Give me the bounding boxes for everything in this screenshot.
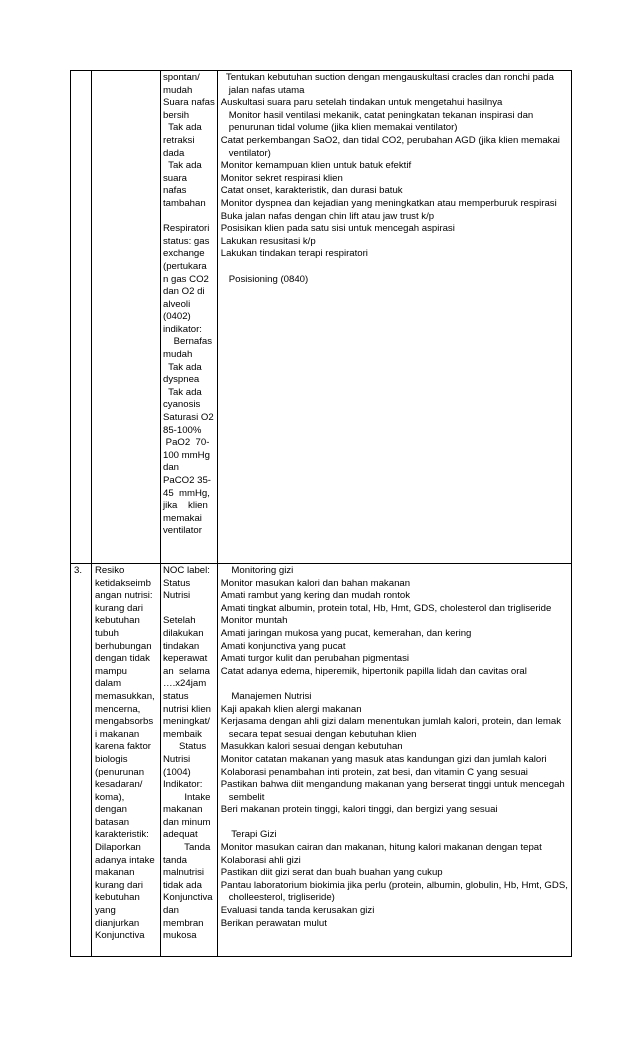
text-line: ketidakseimb (95, 577, 151, 589)
text-line: adanya intake (95, 854, 155, 866)
text-line: karakteristik: (95, 829, 149, 841)
text-line: cholleesterol, trigliseride) (220, 892, 335, 904)
text-line: dan minum (163, 816, 211, 828)
text-line: status: gas (163, 235, 210, 247)
text-line: Resiko (95, 565, 125, 576)
text-line: mukosa (163, 930, 197, 942)
text-line: karena faktor (95, 741, 151, 753)
text-line: Nutrisi (163, 753, 191, 765)
text-line: bersih (163, 109, 190, 121)
text-line: dan (163, 905, 180, 917)
text-line: PaO2 70- (163, 437, 210, 449)
table-row (71, 564, 572, 957)
text-line: tindakan (163, 640, 200, 652)
text-line: tubuh (95, 627, 120, 639)
text-line: Amati turgor kulit dan perubahan pigmentasi (220, 653, 410, 665)
text-line: Catat perkembangan SaO2, dan tidal CO2, perubahan AGD (jika klien memakai (220, 134, 560, 146)
text-line: penurunan tidal volume (jika klien memakai ventilator) (220, 122, 458, 134)
text-line: exchange (163, 248, 205, 260)
text-line: Saturasi O2 (163, 412, 214, 424)
text-line: dengan tidak (95, 653, 150, 665)
text-line: mampu (95, 665, 127, 677)
text-line: Auskultasi suara paru setelah tindakan untuk mengetahui hasilnya (220, 97, 503, 109)
text-line: mudah (163, 349, 193, 361)
text-line: Tanda (163, 842, 211, 854)
text-line: memasukkan, (95, 690, 155, 702)
text-line: Catat onset, karakteristik, dan durasi batuk (220, 185, 403, 197)
text-line: memakai (163, 512, 202, 524)
text-line: NOC label: (163, 565, 210, 576)
text-line: biologis (95, 753, 128, 765)
text-line: Beri makanan protein tinggi, kalori tinggi, dan bergizi yang sesuai (220, 804, 498, 816)
text-line: Pantau laboratorium biokimia jika perlu (protein, albumin, globulin, Hb, Hmt, GDS, (220, 879, 568, 891)
text-line: membran (163, 917, 204, 929)
text-line: Kolaborasi penambahan inti protein, zat besi, dan vitamin C yang sesuai (220, 766, 528, 778)
row-number-cell (71, 71, 92, 564)
text-line: Suara nafas (163, 97, 215, 109)
text-line: malnutrisi (163, 867, 205, 879)
text-line: dianjurkan (95, 917, 140, 929)
text-line: i makanan (95, 728, 140, 740)
text-line: indikator: (163, 323, 202, 335)
text-line: (1004) (163, 766, 191, 778)
text-line: jika klien (163, 500, 208, 512)
text-line: an selama (163, 665, 210, 677)
text-line: Tak ada (163, 386, 202, 398)
text-line: sembelit (220, 791, 265, 803)
text-line: Tak ada (163, 160, 202, 172)
text-line: Intake (163, 791, 211, 803)
text-line: Kerjasama dengan ahli gizi dalam menentukan jumlah kalori, protein, dan lemak (220, 716, 561, 728)
text-line: Konjunctiva (163, 892, 213, 904)
text-line: Monitor muntah (220, 615, 288, 627)
text-line: Bernafas (163, 336, 213, 348)
nic-cell (217, 564, 571, 957)
text-line: Posisioning (0840) (220, 273, 309, 285)
text-line: tidak ada (163, 879, 202, 891)
text-line: Pastikan diit gizi serat dan buah buahan yang cukup (220, 867, 443, 879)
text-line: Pastikan bahwa diit mengandung makanan yang berserat tinggi untuk mencegah (220, 779, 565, 791)
text-line: makanan (95, 867, 135, 879)
text-line (163, 211, 215, 224)
text-line: suara (163, 172, 187, 184)
text-line: (0402) (163, 311, 191, 323)
text-line: spontan/ (163, 72, 200, 83)
text-line: Amati konjunctiva yang pucat (220, 640, 346, 652)
table-row (71, 71, 572, 564)
row-number-cell (71, 564, 92, 957)
text-line: n gas CO2 (163, 273, 209, 285)
text-line: Respiratori (163, 223, 210, 235)
text-line: dan (163, 462, 180, 474)
text-line: Status (163, 741, 207, 753)
text-line: (pertukara (163, 260, 207, 272)
text-line: meningkat/ (163, 716, 210, 728)
text-line: status (163, 690, 189, 702)
text-line: batasan (95, 816, 130, 828)
text-line: mudah (163, 84, 193, 96)
row-number: 3. (74, 565, 83, 576)
text-line: Konjunctiva (95, 930, 145, 942)
text-line: yang (95, 905, 116, 917)
text-line: kurang dari (95, 602, 143, 614)
text-line: Tak ada (163, 361, 202, 373)
text-line: Monitor sekret respirasi klien (220, 172, 343, 184)
text-line: 100 mmHg (163, 449, 210, 461)
diagnosis-cell (92, 564, 161, 957)
text-line: Evaluasi tanda tanda kerusakan gizi (220, 905, 375, 917)
text-line: Amati rambut yang kering dan mudah rontok (220, 590, 411, 602)
text-line: nutrisi klien (163, 703, 211, 715)
text-line: kebutuhan (95, 892, 140, 904)
text-line: Status (163, 577, 191, 589)
text-line: kurang dari (95, 879, 143, 891)
nursing-care-table (70, 70, 572, 957)
text-line: Masukkan kalori sesuai dengan kebutuhan (220, 741, 403, 753)
text-line: keperawat (163, 653, 208, 665)
text-line: ….x24jam (163, 678, 207, 690)
text-line: Monitoring gizi (220, 565, 294, 576)
text-line: secara tepat sesuai dengan kebutuhan klien (220, 728, 417, 740)
text-line (221, 817, 568, 830)
text-line: Amati tingkat albumin, protein total, Hb, Hmt, GDS, cholesterol dan trigliseride (220, 602, 552, 614)
text-line: Monitor hasil ventilasi mekanik, catat peningkatan tekanan inspirasi dan (220, 109, 534, 121)
text-line (221, 678, 568, 691)
text-line: Monitor kemampuan klien untuk batuk efektif (220, 160, 412, 172)
noc-cell (161, 71, 218, 564)
text-line: Monitor catatan makanan yang masuk atas kandungan gizi dan jumlah kalori (220, 753, 547, 765)
noc-cell (161, 564, 218, 957)
text-line (221, 261, 568, 274)
text-line (163, 603, 215, 616)
text-line: makanan (163, 804, 203, 816)
text-line: Terapi Gizi (220, 829, 277, 841)
text-line: dan O2 di (163, 286, 205, 298)
text-line: Tentukan kebutuhan suction dengan mengauskultasi cracles dan ronchi pada (220, 72, 554, 83)
text-line: koma), (95, 791, 125, 803)
text-line: kesadaran/ (95, 779, 143, 791)
text-line: Monitor dyspnea dan kejadian yang meningkatkan atau memperburuk respirasi (220, 197, 557, 209)
text-line: cyanosis (163, 399, 201, 411)
text-line: angan nutrisi: (95, 590, 153, 602)
text-line: ventilator (163, 525, 202, 537)
text-line: berhubungan (95, 640, 152, 652)
nic-cell (217, 71, 571, 564)
text-line: Buka jalan nafas dengan chin lift atau jaw trust k/p (220, 210, 435, 222)
text-line: dalam (95, 678, 122, 690)
text-line: alveoli (163, 298, 191, 310)
text-line: Lakukan tindakan terapi respiratori (220, 248, 368, 260)
text-line: adequat (163, 829, 198, 841)
text-line: Indikator: (163, 779, 203, 791)
text-line: tambahan (163, 197, 206, 209)
text-line: dada (163, 147, 185, 159)
text-line: Berikan perawatan mulut (220, 917, 327, 929)
text-line: membaik (163, 728, 202, 740)
text-line: Lakukan resusitasi k/p (220, 235, 316, 247)
text-line: Nutrisi (163, 590, 191, 602)
text-line: Monitor masukan cairan dan makanan, hitung kalori makanan dengan tepat (220, 842, 542, 854)
text-line: Setelah (163, 615, 196, 627)
text-line: Kaji apakah klien alergi makanan (220, 703, 362, 715)
text-line: 85-100% (163, 424, 202, 436)
text-line: PaCO2 35- (163, 475, 211, 486)
text-line: retraksi (163, 134, 195, 146)
text-line: 45 mmHg, (163, 487, 210, 499)
text-line: Amati jaringan mukosa yang pucat, kemerahan, dan kering (220, 627, 472, 639)
text-line: (penurunan (95, 766, 145, 778)
text-line: dyspnea (163, 374, 200, 386)
text-line: Tak ada (163, 122, 202, 134)
text-line: Dilaporkan (95, 842, 141, 854)
text-line: dilakukan (163, 627, 204, 639)
text-line: dengan (95, 804, 128, 816)
diagnosis-cell (92, 71, 161, 564)
text-line: jalan nafas utama (220, 84, 305, 96)
text-line: mengabsorbs (95, 716, 154, 728)
text-line: Catat adanya edema, hiperemik, hipertonik papilla lidah dan cavitas oral (220, 665, 527, 677)
text-line: Kolaborasi ahli gizi (220, 854, 301, 866)
text-line: mencerna, (95, 703, 141, 715)
text-line: tanda (163, 854, 188, 866)
text-line: kebutuhan (95, 615, 140, 627)
text-line: nafas (163, 185, 187, 197)
text-line: Manajemen Nutrisi (220, 690, 312, 702)
text-line: Posisikan klien pada satu sisi untuk mencegah aspirasi (220, 223, 455, 235)
text-line: Monitor masukan kalori dan bahan makanan (220, 577, 411, 589)
text-line: ventilator) (220, 147, 271, 159)
